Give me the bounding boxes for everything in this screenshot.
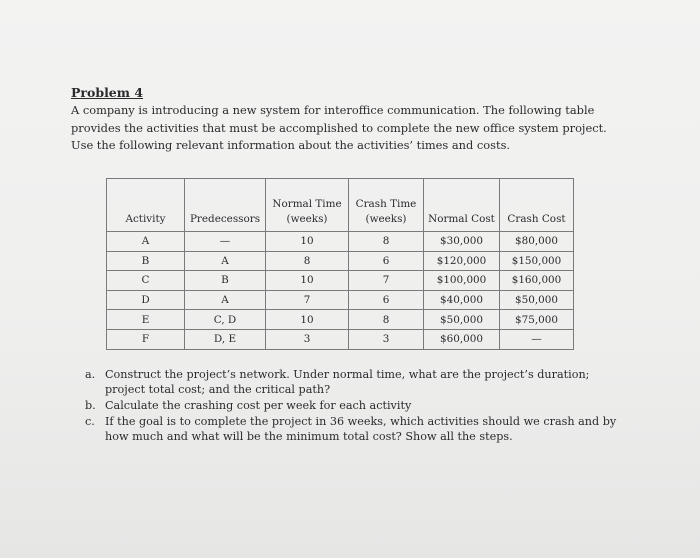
cell-crash-cost: $80,000	[500, 232, 574, 252]
cell-normal-cost: $30,000	[424, 232, 500, 252]
cell-activity: B	[107, 251, 185, 271]
header-normal-time: Normal Time (weeks)	[266, 179, 349, 232]
question-item	[85, 398, 625, 413]
cell-crash-cost: $160,000	[500, 271, 574, 291]
cell-crash-cost: —	[500, 329, 574, 349]
cell-predecessors: —	[185, 232, 266, 252]
cell-normal-time: 10	[266, 310, 349, 330]
cell-predecessors: A	[185, 290, 266, 310]
cell-activity: D	[107, 290, 185, 310]
table-row	[107, 310, 574, 330]
cell-activity: C	[107, 271, 185, 291]
cell-activity: A	[107, 232, 185, 252]
question-text: Calculate the crashing cost per week for each activity	[105, 399, 412, 412]
table-row	[107, 290, 574, 310]
cell-predecessors: D, E	[185, 329, 266, 349]
cell-crash-time: 6	[349, 251, 424, 271]
header-activity: Activity	[107, 179, 185, 232]
cell-predecessors: C, D	[185, 310, 266, 330]
table-row	[107, 251, 574, 271]
question-marker: a.	[85, 368, 96, 381]
question-item	[85, 414, 625, 444]
question-text: Construct the project’s network. Under normal time, what are the project’s duration; project total cost; and the critical path?	[105, 368, 590, 396]
problem-intro: A company is introducing a new system for interoffice communication. The following table provides the activities that must be accomplished to complete the new office system project. Use the following relevant information about the activities’ times and costs.	[71, 103, 607, 152]
cell-crash-time: 8	[349, 310, 424, 330]
cell-activity: F	[107, 329, 185, 349]
cell-crash-time: 7	[349, 271, 424, 291]
cell-predecessors: B	[185, 271, 266, 291]
table-row	[107, 271, 574, 291]
cell-normal-cost: $50,000	[424, 310, 500, 330]
cell-normal-time: 8	[266, 251, 349, 271]
header-predecessors: Predecessors	[185, 179, 266, 232]
cell-crash-cost: $150,000	[500, 251, 574, 271]
question-text: If the goal is to complete the project in 36 weeks, which activities should we crash and by how much and what will be the minimum total cost? Show all the steps.	[105, 415, 617, 443]
cell-crash-cost: $75,000	[500, 310, 574, 330]
question-marker: b.	[85, 399, 96, 412]
question-item	[85, 367, 625, 397]
table-row	[107, 232, 574, 252]
cell-crash-time: 8	[349, 232, 424, 252]
cell-normal-cost: $100,000	[424, 271, 500, 291]
table-row	[107, 329, 574, 349]
activity-table	[106, 178, 574, 350]
cell-normal-cost: $40,000	[424, 290, 500, 310]
cell-normal-time: 7	[266, 290, 349, 310]
cell-crash-time: 3	[349, 329, 424, 349]
cell-normal-cost: $120,000	[424, 251, 500, 271]
question-list	[85, 367, 625, 445]
header-normal-cost: Normal Cost	[424, 179, 500, 232]
header-crash-time: Crash Time (weeks)	[349, 179, 424, 232]
header-crash-cost: Crash Cost	[500, 179, 574, 232]
table-header-row	[107, 179, 574, 232]
cell-normal-time: 3	[266, 329, 349, 349]
cell-crash-time: 6	[349, 290, 424, 310]
cell-predecessors: A	[185, 251, 266, 271]
problem-title: Problem 4	[71, 85, 144, 100]
cell-crash-cost: $50,000	[500, 290, 574, 310]
cell-normal-time: 10	[266, 232, 349, 252]
cell-normal-cost: $60,000	[424, 329, 500, 349]
question-marker: c.	[85, 415, 95, 428]
cell-normal-time: 10	[266, 271, 349, 291]
cell-activity: E	[107, 310, 185, 330]
